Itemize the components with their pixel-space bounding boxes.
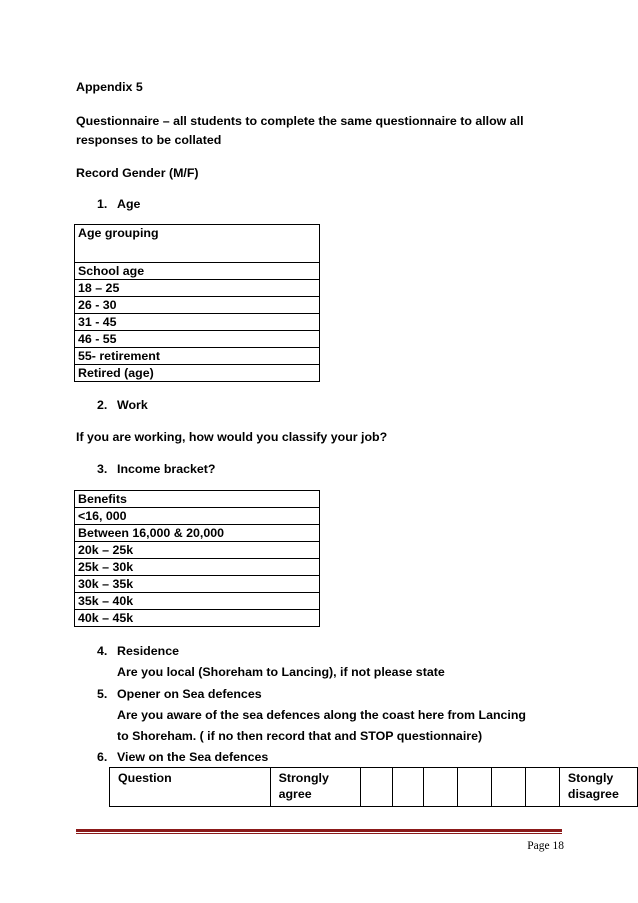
- q2-number: 2.: [97, 398, 108, 412]
- age-table: [74, 224, 320, 382]
- table-cell: 55- retirement: [75, 348, 320, 365]
- q6-label: View on the Sea defences: [117, 750, 269, 764]
- q3-number: 3.: [97, 462, 108, 476]
- q5-number: 5.: [97, 687, 108, 701]
- q5-label: Opener on Sea defences: [117, 687, 262, 701]
- q1-label: Age: [117, 197, 141, 211]
- q4-number: 4.: [97, 644, 108, 658]
- sea-defences-table: [109, 767, 638, 807]
- table-row: [75, 576, 320, 593]
- table-row: [75, 225, 320, 263]
- table-cell: <16, 000: [75, 508, 320, 525]
- table-row: [75, 542, 320, 559]
- table-cell: Benefits: [75, 491, 320, 508]
- table-cell: Age grouping: [75, 225, 320, 263]
- q2-question: If you are working, how would you classify your job?: [76, 430, 388, 444]
- table-row: [75, 525, 320, 542]
- table-cell: Between 16,000 & 20,000: [75, 525, 320, 542]
- strongly-disagree-header: Stongly disagree: [559, 768, 637, 807]
- question-header: Question: [110, 768, 271, 807]
- scale-cell[interactable]: [492, 768, 526, 807]
- table-row: [75, 365, 320, 382]
- q5-detail-line-2: to Shoreham. ( if no then record that and STOP questionnaire): [117, 729, 483, 743]
- q1-number: 1.: [97, 197, 108, 211]
- table-cell: 25k – 30k: [75, 559, 320, 576]
- table-cell: 31 - 45: [75, 314, 320, 331]
- intro-line-2: responses to be collated: [76, 133, 222, 147]
- table-row: [75, 593, 320, 610]
- q6-number: 6.: [97, 750, 108, 764]
- footer-rule-thin: [76, 833, 562, 834]
- income-table: [74, 490, 320, 627]
- table-cell: 35k – 40k: [75, 593, 320, 610]
- q4-detail: Are you local (Shoreham to Lancing), if not please state: [117, 665, 445, 679]
- table-cell: 40k – 45k: [75, 610, 320, 627]
- table-cell: 26 - 30: [75, 297, 320, 314]
- table-row: [75, 491, 320, 508]
- scale-cell[interactable]: [526, 768, 559, 807]
- table-row: [75, 314, 320, 331]
- q5-detail-line-1: Are you aware of the sea defences along the coast here from Lancing: [117, 708, 527, 722]
- q4-label: Residence: [117, 644, 179, 658]
- table-row: [75, 297, 320, 314]
- scale-cell[interactable]: [424, 768, 457, 807]
- table-cell: 18 – 25: [75, 280, 320, 297]
- scale-cell[interactable]: [457, 768, 491, 807]
- table-row: [75, 559, 320, 576]
- scale-cell[interactable]: [361, 768, 393, 807]
- q2-label: Work: [117, 398, 148, 412]
- table-row: [110, 768, 638, 807]
- table-row: [75, 508, 320, 525]
- table-cell: School age: [75, 263, 320, 280]
- table-row: [75, 280, 320, 297]
- q3-label: Income bracket?: [117, 462, 216, 476]
- intro-line-1: Questionnaire – all students to complete the same questionnaire to allow all: [76, 114, 524, 128]
- table-cell: 20k – 25k: [75, 542, 320, 559]
- table-row: [75, 610, 320, 627]
- table-cell: Retired (age): [75, 365, 320, 382]
- table-row: [75, 348, 320, 365]
- table-cell: 46 - 55: [75, 331, 320, 348]
- page-number: Page 18: [527, 840, 564, 852]
- table-row: [75, 331, 320, 348]
- scale-cell[interactable]: [392, 768, 424, 807]
- table-cell: 30k – 35k: [75, 576, 320, 593]
- appendix-heading: Appendix 5: [76, 80, 143, 94]
- table-row: [75, 263, 320, 280]
- footer-rule: [76, 829, 562, 832]
- record-gender: Record Gender (M/F): [76, 166, 199, 180]
- strongly-agree-header: Strongly agree: [270, 768, 361, 807]
